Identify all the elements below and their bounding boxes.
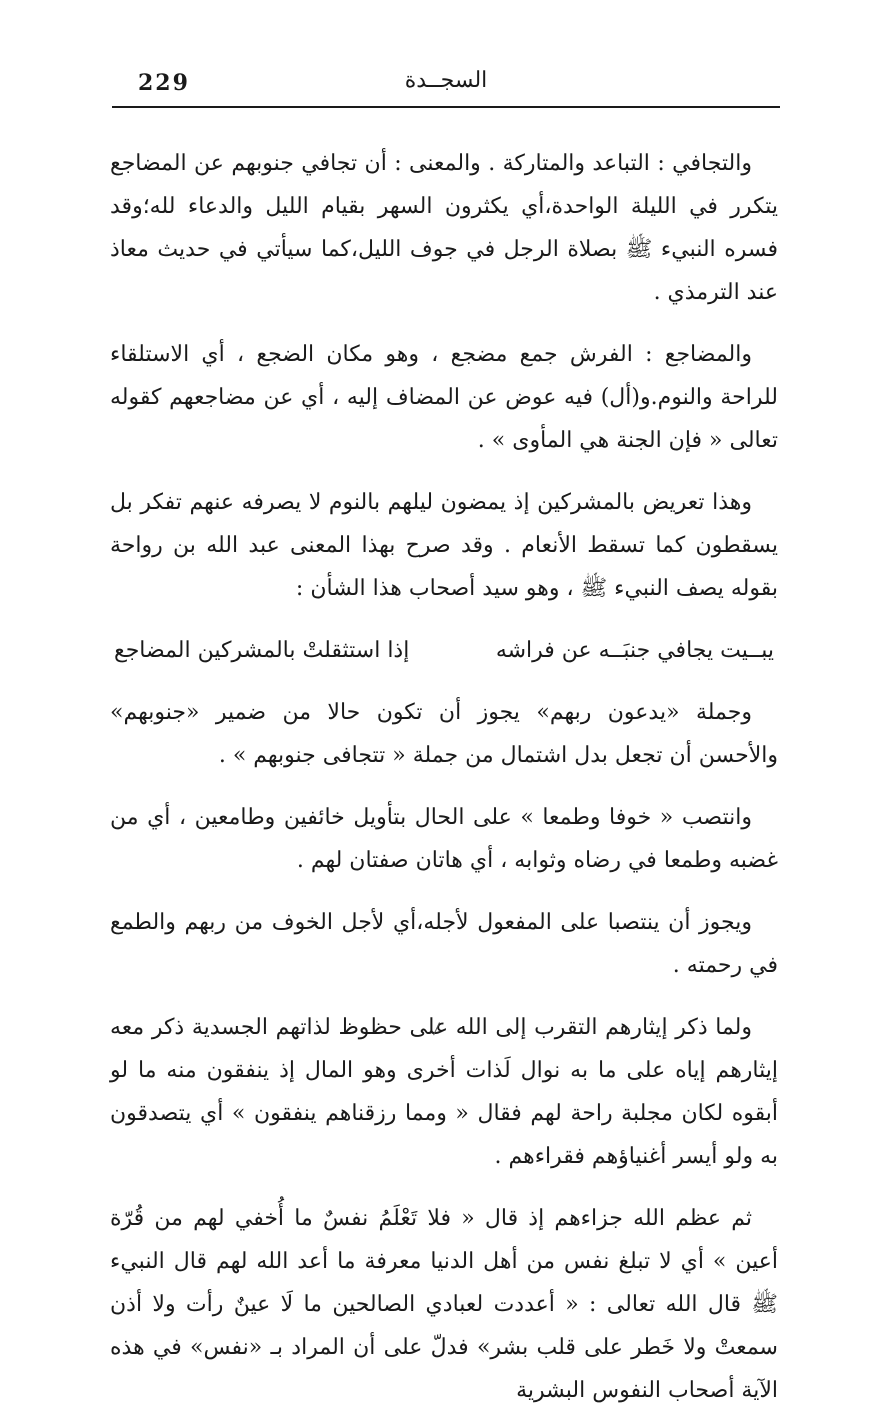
paragraph-madaji: والمضاجع : الفرش جمع مضجع ، وهو مكان الضجع ، أي الاستلقاء للراحة والنوم.و(أل) فيه عوض عن المضاف إليه ، أي عن مضاجعهم كقوله تعالى « فإن الجنة هي المأوى » . [110,342,778,453]
main-text [110,142,778,1412]
paragraph-mafool: ويجوز أن ينتصبا على المفعول لأجله،أي لأجل الخوف من ربهم والطمع في رحمته . [110,910,778,978]
paragraph-gap [110,314,778,333]
verse-second-hemistich: إذا استثقلتْ بالمشركين المضاجع [114,638,410,663]
paragraph-gap [110,987,778,1006]
poetry-verse [110,629,778,672]
paragraph-tajafi: والتجافي : التباعد والمتاركة . والمعنى : أن تجافي جنوبهم عن المضاجع يتكرر في الليلة الواحدة،أي يكثرون السهر بقيام الليل والدعاء لله؛وقد فسره النبيء ﷺ بصلاة الرجل في جوف الليل،كما سيأتي في حديث معاذ عند الترمذي . [110,151,778,305]
paragraph-ithar: ولما ذكر إيثارهم التقرب إلى الله على حظوظ لذاتهم الجسدية ذكر معه إيثارهم إياه على ما به نوال لَذات أخرى وهو المال إذ ينفقون منه ما لو أبقوه لكان مجلبة راحة لهم فقال « ومما رزقناهم ينفقون » أي يتصدقون به ولو أيسر أغنياؤهم فقراءهم . [110,1015,778,1169]
paragraph-gap [110,777,778,796]
paragraph-gap [110,882,778,901]
verse-first-hemistich: يبــيت يجافي جنبَــه عن فراشه [495,638,774,663]
paragraph-gap [110,462,778,481]
paragraph-gap [110,610,778,629]
paragraph-gap [110,672,778,691]
header-divider [112,106,780,108]
paragraph-tareed: وهذا تعريض بالمشركين إذ يمضون ليلهم بالنوم لا يصرفه عنهم تفكر بل يسقطون كما تسقط الأنعام . وقد صرح بهذا المعنى عبد الله بن رواحة بقوله يصف النبيء ﷺ ، وهو سيد أصحاب هذا الشأن : [110,490,778,601]
page-number: 229 [138,70,190,96]
running-title: السجــدة [404,68,488,93]
paragraph-yadoon: وجملة «يدعون ربهم» يجوز أن تكون حالا من ضمير «جنوبهم» والأحسن أن تجعل بدل اشتمال من جملة « تتجافى جنوبهم » . [110,700,778,768]
paragraph-gap [110,1178,778,1197]
paragraph-jazaa: ثم عظم الله جزاءهم إذ قال « فلا تَعْلَمُ نفسٌ ما أُخفي لهم من قُرّة أعين » أي لا تبلغ نفس من أهل الدنيا معرفة ما أعد الله لهم قال النبيء ﷺ قال الله تعالى : « أعددت لعبادي الصالحين ما لَا عينٌ رأت ولا أذن سمعتْ ولا خَطر على قلب بشر» فدلّ على أن المراد بـ «نفس» في هذه الآية أصحاب النفوس البشرية [110,1206,778,1403]
page-header [112,66,780,106]
paragraph-khawfan: وانتصب « خوفا وطمعا » على الحال بتأويل خائفين وطامعين ، أي من غضبه وطمعا في رضاه وثوابه ، أي هاتان صفتان لهم . [110,805,778,873]
